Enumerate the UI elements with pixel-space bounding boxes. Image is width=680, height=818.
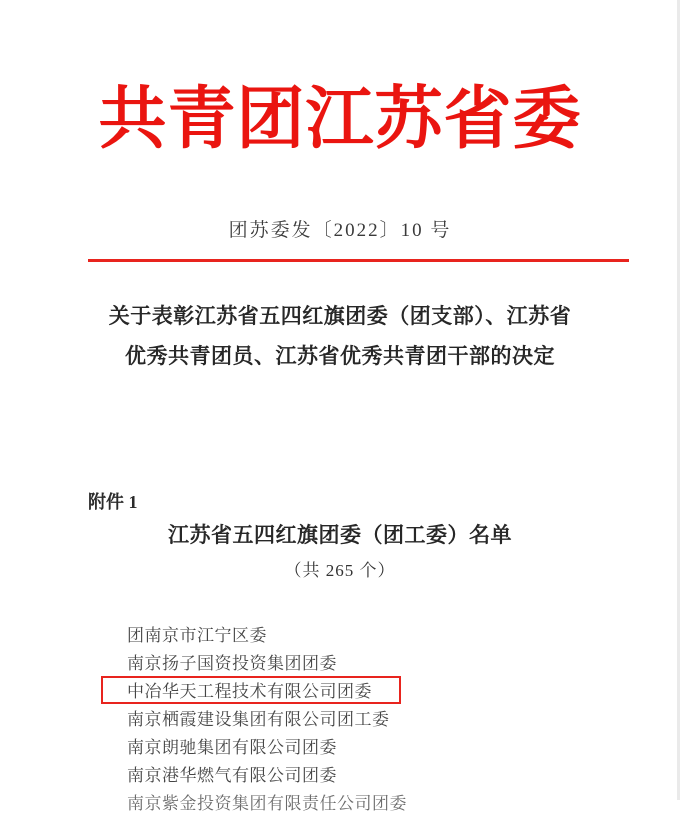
- list-item-text: 南京栖霞建设集团有限公司团工委: [127, 710, 390, 729]
- list-item: [127, 762, 407, 790]
- list-item-text: 团南京市江宁区委: [127, 626, 267, 645]
- list-item: [127, 734, 407, 762]
- list-item: [127, 650, 407, 678]
- attachment-label: 附件 1: [88, 492, 138, 512]
- award-list: [127, 622, 407, 818]
- list-item: [127, 790, 407, 818]
- doc-number: 团苏委发〔2022〕10 号: [228, 220, 452, 241]
- decision-title-line2: 优秀共青团员、江苏省优秀共青团干部的决定: [125, 344, 555, 368]
- list-item: [127, 678, 407, 706]
- list-item-text: 南京紫金投资集团有限责任公司团委: [127, 794, 407, 813]
- list-item-text: 中冶华天工程技术有限公司团委: [127, 682, 372, 701]
- list-item-text: 南京港华燃气有限公司团委: [127, 766, 337, 785]
- list-item-text: 南京扬子国资投资集团团委: [127, 654, 337, 673]
- org-title: 共青团江苏省委: [98, 81, 582, 157]
- list-item: [127, 706, 407, 734]
- list-title: 江苏省五四红旗团委（团工委）名单: [168, 523, 512, 547]
- decision-title-line1: 关于表彰江苏省五四红旗团委（团支部）、江苏省: [108, 304, 572, 328]
- list-count: （共 265 个）: [284, 561, 396, 580]
- decision-title: [30, 296, 650, 376]
- list-item-text: 南京朗驰集团有限公司团委: [127, 738, 337, 757]
- list-item: [127, 622, 407, 650]
- red-divider-rule: [88, 259, 629, 262]
